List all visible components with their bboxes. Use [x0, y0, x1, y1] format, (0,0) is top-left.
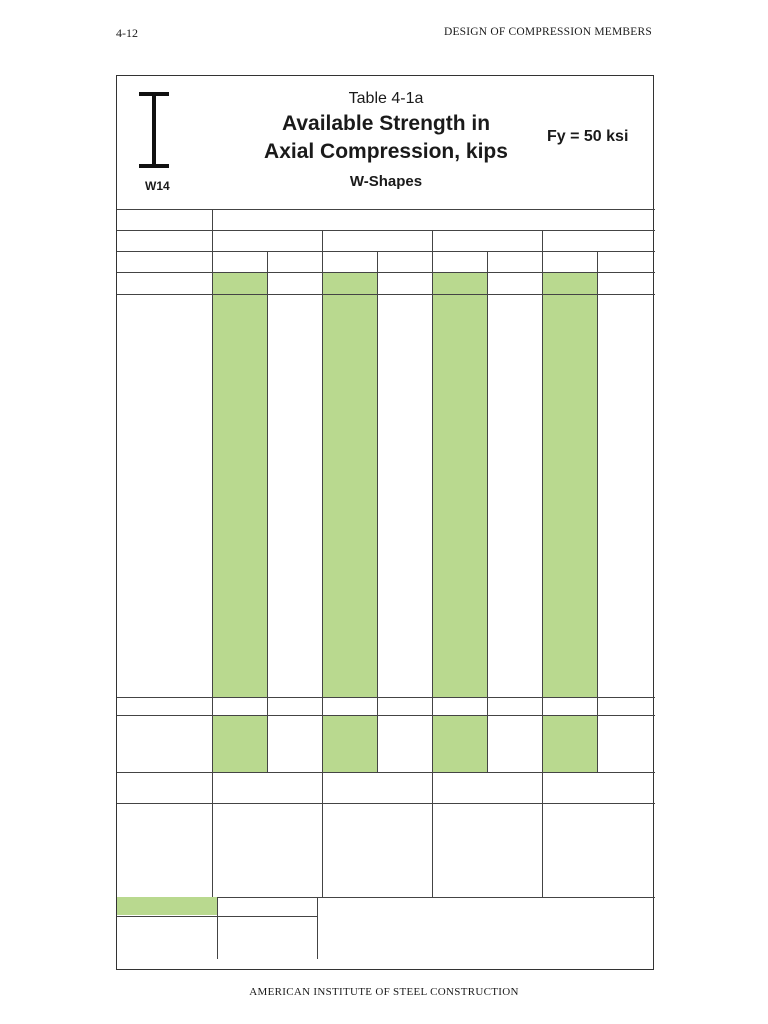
rule-line [117, 916, 317, 917]
table-number: Table 4-1a [348, 90, 424, 107]
asd-column-shading [433, 272, 487, 697]
asd-column-shading [213, 715, 267, 772]
rule-line [117, 715, 655, 716]
asd-column-shading [213, 272, 267, 697]
shape-group-label: W14 [145, 179, 170, 193]
rule-line [117, 803, 655, 804]
factor-divider [217, 897, 218, 959]
rule-line [117, 209, 655, 210]
table-title-line1: Available Strength in [281, 112, 491, 135]
column-divider [597, 251, 598, 772]
rule-line [117, 772, 655, 773]
rule-line [117, 272, 655, 273]
table-title-line2: Axial Compression, kips [264, 140, 508, 163]
asd-column-shading [433, 715, 487, 772]
asd-column-shading [323, 715, 377, 772]
footer-publisher: AMERICAN INSTITUTE OF STEEL CONSTRUCTION [249, 986, 519, 998]
column-divider [267, 251, 268, 772]
column-divider [212, 209, 213, 897]
yield-strength: Fy = 50 ksi [547, 128, 629, 145]
rule-line [117, 251, 655, 252]
page-number: 4-12 [116, 26, 138, 40]
column-divider [487, 251, 488, 772]
asd-factor-shading [117, 897, 217, 915]
table-subtitle: W-Shapes [349, 173, 423, 190]
asd-column-shading [323, 272, 377, 697]
factor-divider [317, 897, 318, 959]
asd-column-shading [543, 272, 597, 697]
column-divider [542, 230, 543, 897]
column-divider [432, 230, 433, 897]
rule-line [117, 697, 655, 698]
column-divider [377, 251, 378, 772]
column-divider [322, 230, 323, 897]
rule-line [117, 230, 655, 231]
section-title: DESIGN OF COMPRESSION MEMBERS [443, 26, 652, 38]
table-frame [116, 75, 654, 970]
asd-column-shading [543, 715, 597, 772]
rule-line [117, 294, 655, 295]
